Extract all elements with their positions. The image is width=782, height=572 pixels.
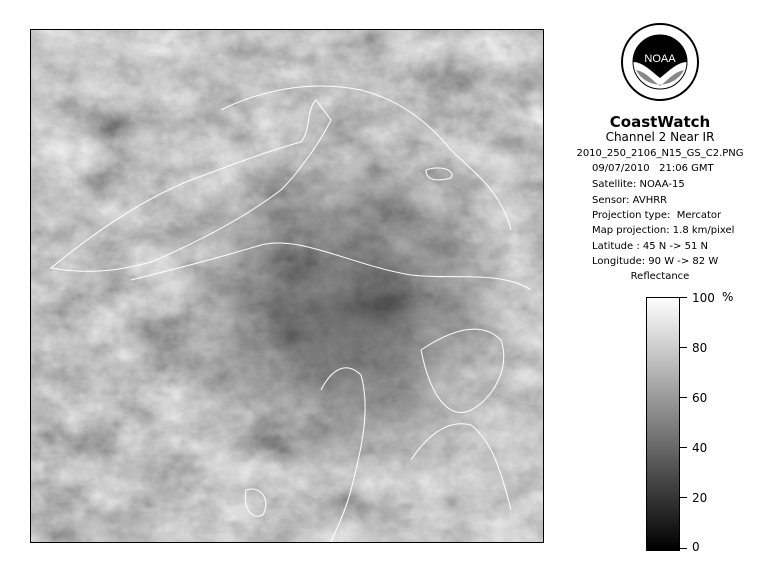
colorbar-tick-label: 0 [692, 540, 700, 554]
map-projection-label: Map projection: 1.8 km/pixel [592, 225, 735, 236]
colorbar-tick-label: 100 [692, 291, 715, 305]
colorbar-tick [679, 548, 687, 549]
longitude-label: Longitude: 90 W -> 82 W [592, 256, 719, 267]
colorbar-title: Reflectance [630, 271, 690, 282]
logo-label: NOAA [644, 53, 676, 65]
channel-label: Channel 2 Near IR [605, 130, 715, 144]
colorbar-tick [679, 347, 687, 348]
satellite-image [30, 29, 544, 543]
noaa-logo-icon [620, 22, 700, 102]
filename-label: 2010_250_2106_N15_GS_C2.PNG [576, 148, 744, 159]
projection-type-label: Projection type: Mercator [592, 210, 722, 221]
colorbar-tick [679, 447, 687, 448]
latitude-label: Latitude : 45 N -> 51 N [592, 241, 708, 252]
satellite-label: Satellite: NOAA-15 [592, 179, 685, 190]
bright-band [31, 30, 543, 542]
colorbar-tick-label: 20 [692, 491, 708, 505]
colorbar-gradient [646, 297, 680, 551]
colorbar-tick [679, 297, 687, 298]
colorbar-unit: % [722, 290, 734, 304]
colorbar-tick [679, 497, 687, 498]
colorbar-tick [679, 397, 687, 398]
sensor-label: Sensor: AVHRR [592, 195, 668, 206]
satellite-image-svg [31, 30, 543, 542]
datetime-label: 09/07/2010 21:06 GMT [592, 163, 714, 174]
noaa-logo-svg [620, 22, 700, 102]
brand-title: CoastWatch [609, 113, 711, 131]
colorbar-tick-label: 60 [692, 391, 708, 405]
colorbar-tick-label: 40 [692, 441, 708, 455]
colorbar-tick-label: 80 [692, 341, 708, 355]
